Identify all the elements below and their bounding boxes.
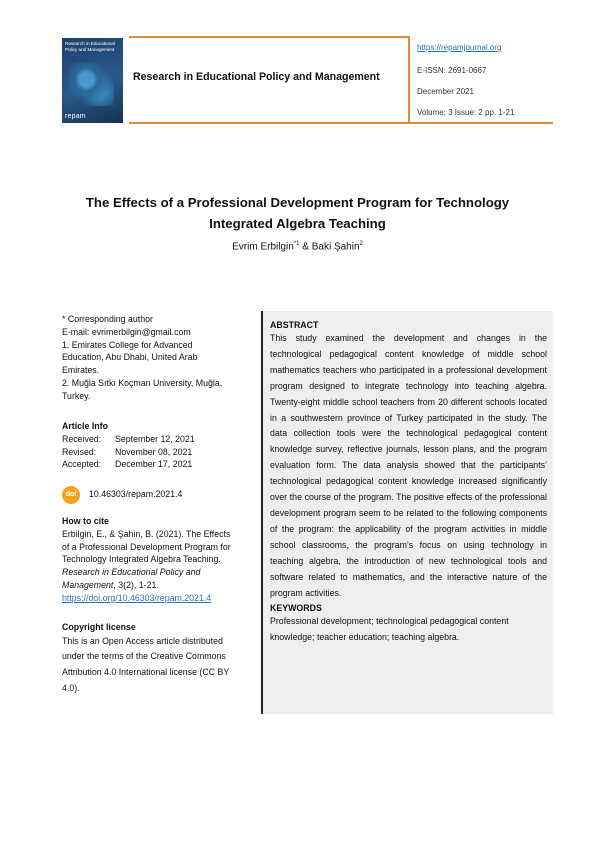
accepted-date: December 17, 2021 (115, 459, 193, 470)
keywords-heading: KEYWORDS (270, 603, 322, 614)
author-separator: & (299, 241, 312, 253)
citation-journal: Management (62, 579, 114, 590)
corresponding-note: * Corresponding author (62, 314, 153, 324)
revised-date: November 08, 2021 (115, 446, 193, 457)
copyright-line: Attribution 4.0 International license (CC BY (62, 666, 230, 677)
cover-title: Research in Educational Policy and Management (65, 41, 115, 52)
paper-title-line: Integrated Algebra Teaching (209, 216, 386, 231)
citation-line: Technology Integrated Algebra Teaching. (62, 554, 221, 565)
keywords-text: Professional development; technological pedagogical content knowledge; teacher education; teaching algebra. (270, 616, 509, 643)
how-to-cite (62, 515, 258, 605)
citation-volume: , 3(2), 1-21. (113, 579, 159, 590)
affiliation-line: Emirates. (62, 365, 100, 376)
article-info-heading: Article Info (62, 421, 108, 431)
received-date: September 12, 2021 (115, 433, 195, 444)
doi-icon: doi (62, 486, 80, 504)
revised-label: Revised: (62, 446, 97, 457)
citation-journal-line (62, 579, 258, 592)
how-to-cite-heading: How to cite (62, 516, 109, 526)
issue-date: December 2021 (417, 87, 474, 96)
paper-title-line: The Effects of a Professional Development Program for Technology (85, 195, 510, 210)
citation-line: of a Professional Development Program for (62, 541, 231, 552)
author-name: Baki Şahin (311, 241, 360, 253)
abstract-box (261, 311, 553, 714)
header-rule-bottom (129, 122, 553, 124)
author-marker: 2 (359, 241, 363, 247)
header-rule-top (129, 36, 409, 38)
received-label: Received: (62, 433, 102, 444)
eissn: E-ISSN: 2691-0667 (417, 66, 487, 75)
cover-logo: repam (65, 113, 86, 120)
journal-website-link[interactable]: https://repamjournal.org (417, 43, 502, 52)
revised-row (62, 446, 258, 459)
affiliation-line: Education, Abu Dhabi, United Arab (62, 352, 198, 363)
citation-line: Erbilgin, E., & Şahin, B. (2021). The Effects (62, 528, 231, 539)
accepted-label: Accepted: (62, 459, 102, 470)
paper-title (0, 192, 595, 234)
abstract-text: This study examined the development and changes in the technological pedagogical content knowledge of middle school mathematics teachers who participated in a professional development program designed to integrate technology into teaching algebra. Twenty-eight middle school teachers from 20 different schools located in a southwestern province of Turkey participated in the study. The data collection tools were the technological pedagogical content knowledge survey, reflective journals, lesson plans, and the program evaluation form. The data analysis showed that the participants’ technological pedagogical content knowledge increased significantly over the course of the program. The positive effects of the professional development program seem to be related to the following components of the program: the applicability of the program activities in middle school classrooms, the program’s focus on using technology in teaching algebra, the introduction of new technological tools and software related to mathematics, and the interactive nature of the program activities. (270, 333, 547, 598)
header-divider (408, 36, 410, 124)
author-list (0, 241, 595, 252)
author-email[interactable]: E-mail: evrimerbilgin@gmail.com (62, 326, 191, 337)
copyright-line: 4.0). (62, 682, 80, 693)
author-name: Evrim Erbilgin (232, 241, 294, 253)
affiliation-line: Turkey. (62, 390, 91, 401)
received-row (62, 433, 258, 446)
copyright-line: This is an Open Access article distributed (62, 635, 223, 646)
copyright-heading: Copyright license (62, 622, 136, 632)
article-info (62, 420, 258, 471)
doi-text[interactable]: 10.46303/repam.2021.4 (89, 489, 183, 499)
accepted-row (62, 458, 258, 471)
journal-cover-image (62, 38, 123, 123)
cover-graphic (68, 62, 114, 106)
journal-title: Research in Educational Policy and Management (133, 71, 380, 83)
copyright-license (62, 621, 258, 696)
copyright-line: under the terms of the Creative Commons (62, 651, 226, 662)
author-marker: *1 (293, 241, 300, 247)
affiliation-line: 2. Muğla Sıtkı Koçman University, Muğla, (62, 377, 223, 388)
affiliation-line: 1. Emirates College for Advanced (62, 339, 193, 350)
abstract-heading: ABSTRACT (270, 320, 319, 330)
affiliations (62, 313, 258, 403)
citation-journal: Research in Educational Policy and (62, 567, 201, 578)
volume-issue: Volume: 3 Issue: 2 pp. 1-21 (417, 108, 515, 117)
citation-doi-link[interactable]: https://doi.org/10.46303/repam.2021.4 (62, 592, 212, 603)
